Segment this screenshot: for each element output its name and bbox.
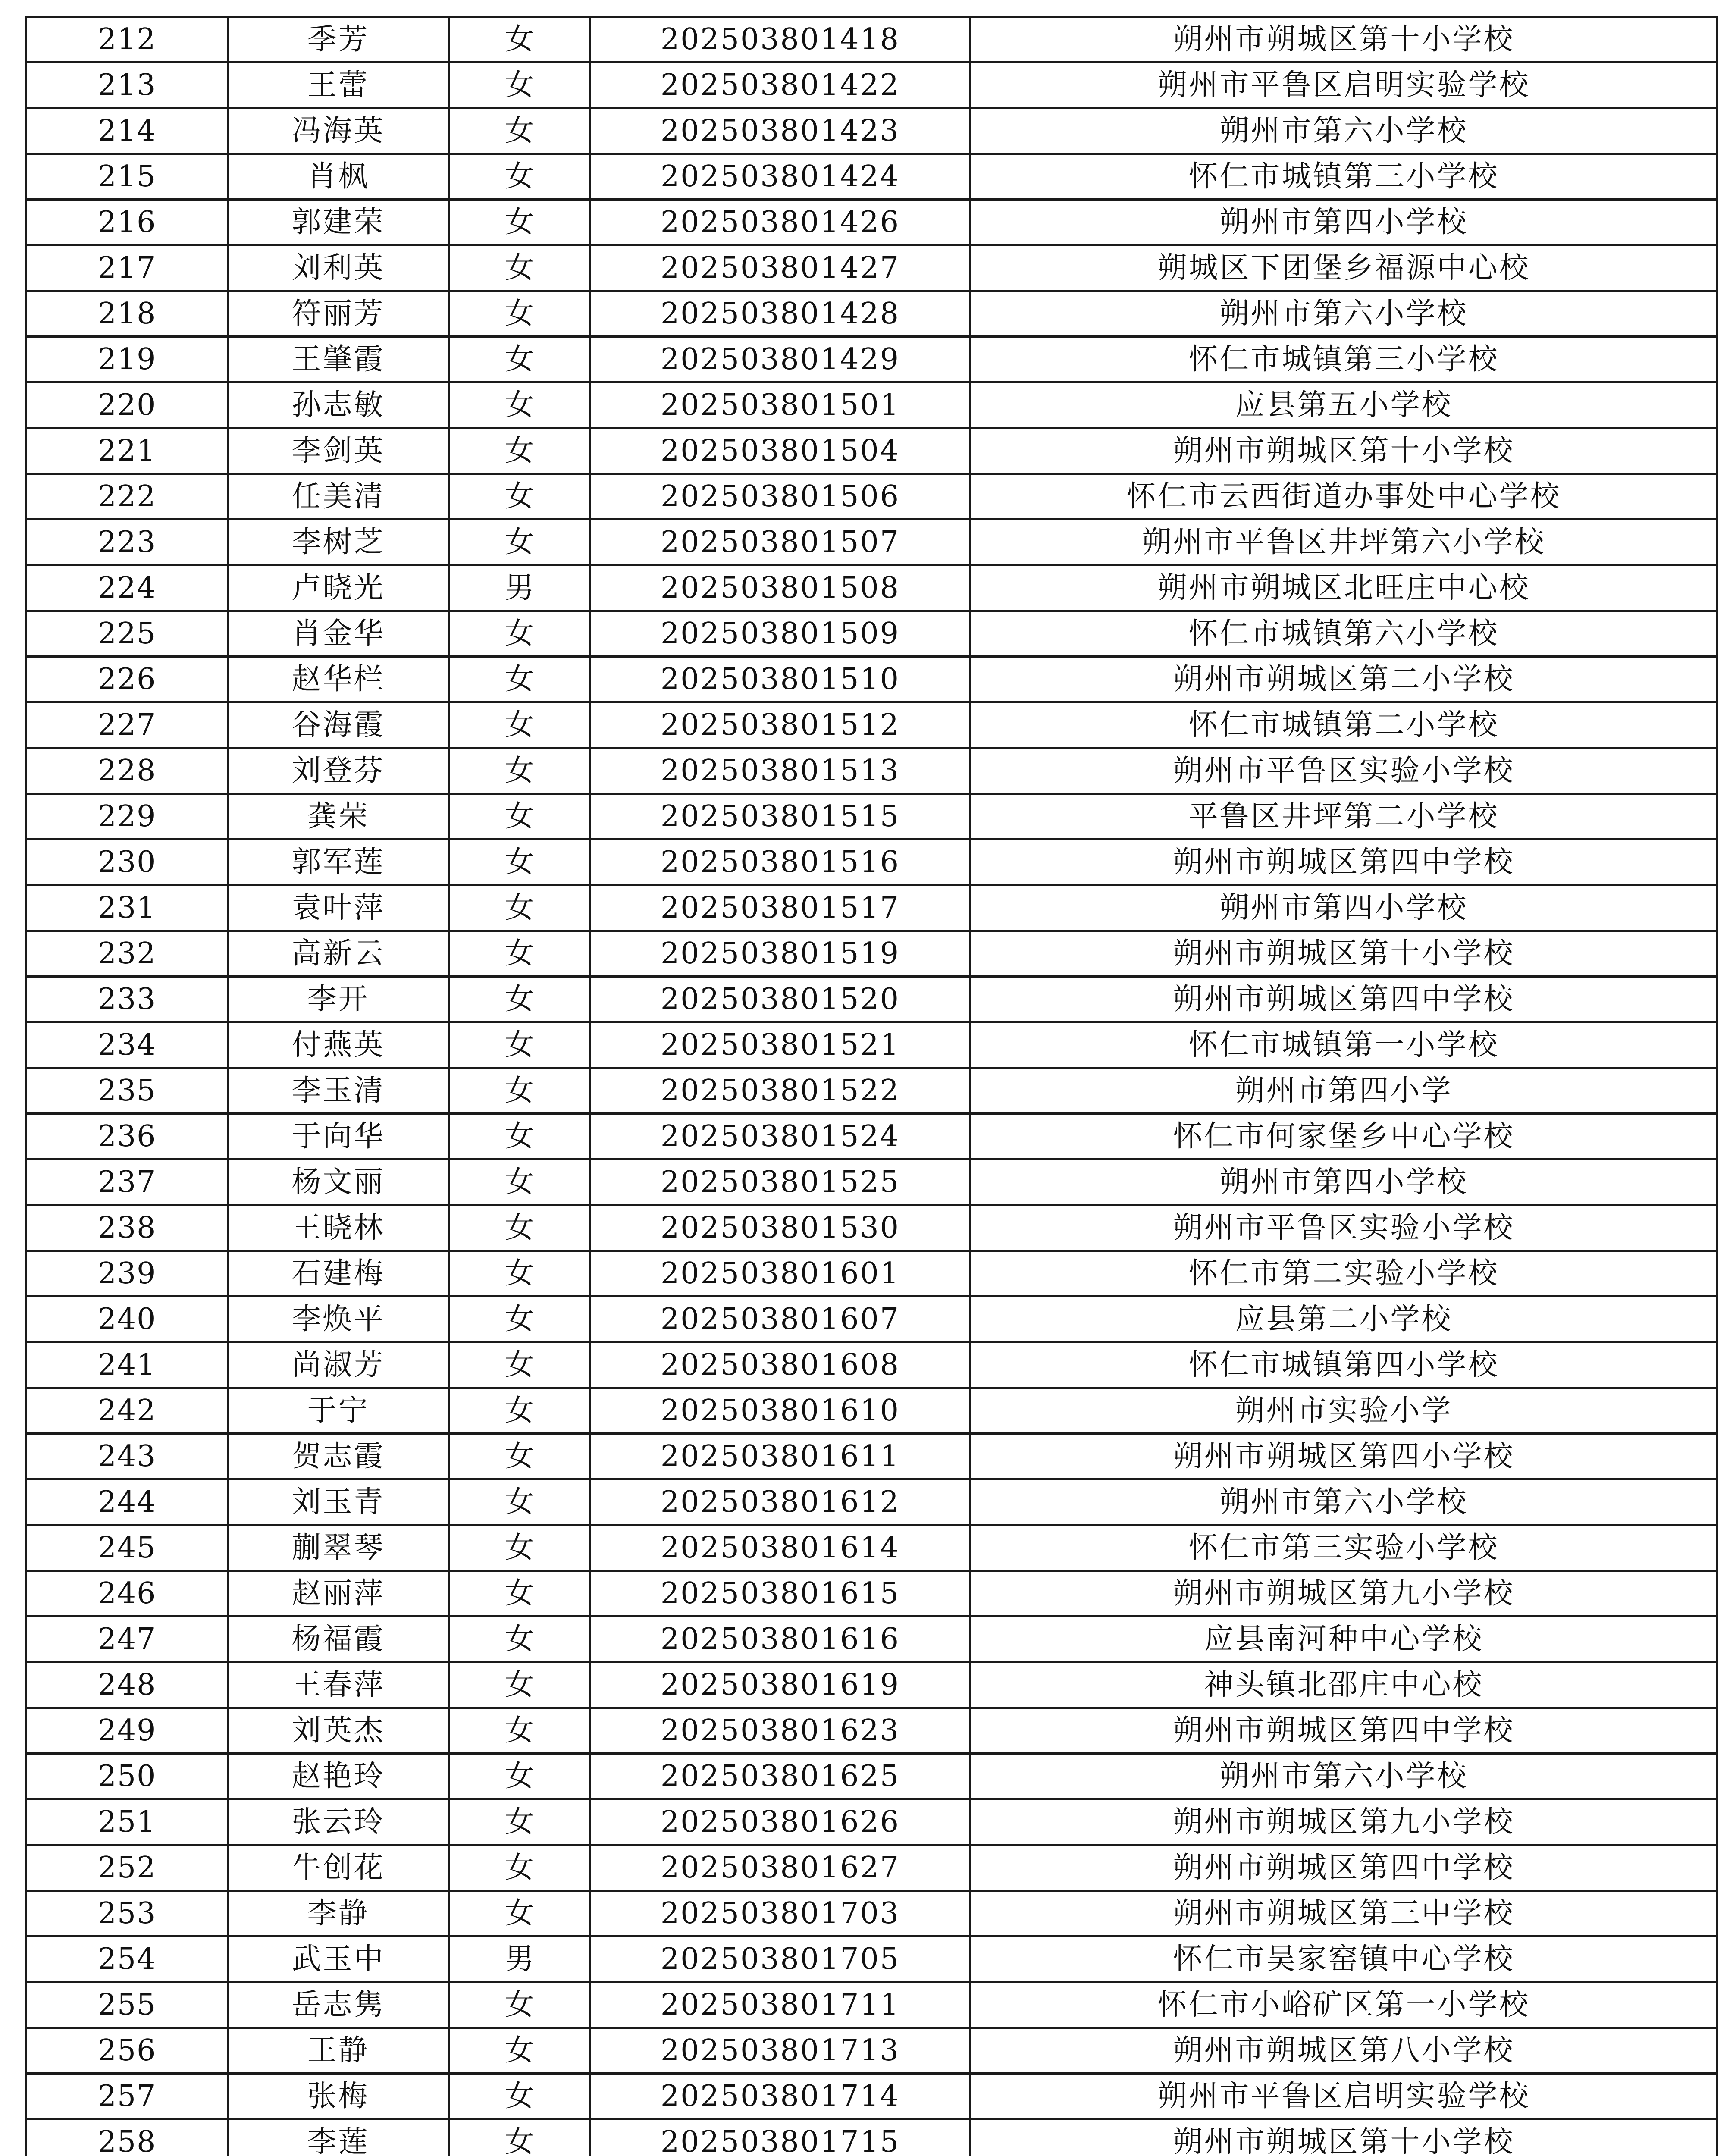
exam-id-cell: 202503801510 xyxy=(590,657,971,702)
table-row xyxy=(26,2119,1717,2156)
row-number-cell: 249 xyxy=(26,1708,228,1754)
school-cell: 朔州市第四小学校 xyxy=(971,885,1717,931)
gender-cell: 女 xyxy=(449,2028,590,2074)
school-cell: 朔州市平鲁区启明实验学校 xyxy=(971,2074,1717,2119)
row-number-cell: 214 xyxy=(26,108,228,154)
table-row xyxy=(26,931,1717,977)
school-cell: 怀仁市第二实验小学校 xyxy=(971,1251,1717,1297)
name-cell: 于宁 xyxy=(228,1388,449,1434)
school-cell: 怀仁市何家堡乡中心学校 xyxy=(971,1114,1717,1159)
exam-id-cell: 202503801426 xyxy=(590,200,971,245)
name-cell: 李开 xyxy=(228,977,449,1022)
table-row xyxy=(26,1937,1717,1982)
exam-id-cell: 202503801418 xyxy=(590,17,971,63)
school-cell: 朔州市朔城区第四中学校 xyxy=(971,840,1717,885)
exam-id-cell: 202503801427 xyxy=(590,245,971,291)
gender-cell: 男 xyxy=(449,1937,590,1982)
table-row xyxy=(26,702,1717,748)
name-cell: 龚荣 xyxy=(228,794,449,840)
table-row xyxy=(26,1845,1717,1891)
name-cell: 杨福霞 xyxy=(228,1617,449,1662)
school-cell: 朔州市朔城区第十小学校 xyxy=(971,2119,1717,2156)
table-row xyxy=(26,1068,1717,1114)
exam-id-cell: 202503801614 xyxy=(590,1525,971,1571)
school-cell: 朔州市第四小学 xyxy=(971,1068,1717,1114)
name-cell: 张云玲 xyxy=(228,1799,449,1845)
school-cell: 平鲁区井坪第二小学校 xyxy=(971,794,1717,840)
name-cell: 肖金华 xyxy=(228,611,449,657)
table-row xyxy=(26,1662,1717,1708)
row-number-cell: 225 xyxy=(26,611,228,657)
school-cell: 怀仁市城镇第六小学校 xyxy=(971,611,1717,657)
school-cell: 朔州市第六小学校 xyxy=(971,1754,1717,1799)
table-row xyxy=(26,17,1717,63)
gender-cell: 女 xyxy=(449,611,590,657)
school-cell: 怀仁市城镇第一小学校 xyxy=(971,1022,1717,1068)
table-row xyxy=(26,154,1717,200)
name-cell: 石建梅 xyxy=(228,1251,449,1297)
name-cell: 赵华栏 xyxy=(228,657,449,702)
row-number-cell: 256 xyxy=(26,2028,228,2074)
exam-id-cell: 202503801530 xyxy=(590,1205,971,1251)
school-cell: 神头镇北邵庄中心校 xyxy=(971,1662,1717,1708)
exam-id-cell: 202503801612 xyxy=(590,1479,971,1525)
gender-cell: 女 xyxy=(449,1159,590,1205)
school-cell: 怀仁市第三实验小学校 xyxy=(971,1525,1717,1571)
gender-cell: 女 xyxy=(449,977,590,1022)
exam-id-cell: 202503801428 xyxy=(590,291,971,337)
gender-cell: 女 xyxy=(449,931,590,977)
gender-cell: 女 xyxy=(449,520,590,565)
name-cell: 蒯翠琴 xyxy=(228,1525,449,1571)
table-row xyxy=(26,794,1717,840)
gender-cell: 女 xyxy=(449,2119,590,2156)
row-number-cell: 246 xyxy=(26,1571,228,1617)
exam-id-cell: 202503801517 xyxy=(590,885,971,931)
row-number-cell: 239 xyxy=(26,1251,228,1297)
row-number-cell: 248 xyxy=(26,1662,228,1708)
gender-cell: 女 xyxy=(449,1845,590,1891)
row-number-cell: 220 xyxy=(26,382,228,428)
gender-cell: 女 xyxy=(449,1525,590,1571)
row-number-cell: 222 xyxy=(26,474,228,520)
row-number-cell: 253 xyxy=(26,1891,228,1937)
name-cell: 王肇霞 xyxy=(228,337,449,382)
gender-cell: 男 xyxy=(449,565,590,611)
name-cell: 武玉中 xyxy=(228,1937,449,1982)
row-number-cell: 227 xyxy=(26,702,228,748)
row-number-cell: 233 xyxy=(26,977,228,1022)
gender-cell: 女 xyxy=(449,1662,590,1708)
school-cell: 怀仁市云西街道办事处中心学校 xyxy=(971,474,1717,520)
gender-cell: 女 xyxy=(449,1068,590,1114)
name-cell: 季芳 xyxy=(228,17,449,63)
table-row xyxy=(26,520,1717,565)
table-row xyxy=(26,382,1717,428)
exam-id-cell: 202503801525 xyxy=(590,1159,971,1205)
exam-id-cell: 202503801711 xyxy=(590,1982,971,2028)
exam-id-cell: 202503801507 xyxy=(590,520,971,565)
row-number-cell: 229 xyxy=(26,794,228,840)
roster-table xyxy=(25,16,1718,2156)
row-number-cell: 238 xyxy=(26,1205,228,1251)
row-number-cell: 232 xyxy=(26,931,228,977)
gender-cell: 女 xyxy=(449,154,590,200)
table-row xyxy=(26,1434,1717,1479)
exam-id-cell: 202503801619 xyxy=(590,1662,971,1708)
row-number-cell: 228 xyxy=(26,748,228,794)
school-cell: 朔城区下团堡乡福源中心校 xyxy=(971,245,1717,291)
table-row xyxy=(26,1617,1717,1662)
name-cell: 肖枫 xyxy=(228,154,449,200)
name-cell: 赵丽萍 xyxy=(228,1571,449,1617)
row-number-cell: 213 xyxy=(26,63,228,108)
school-cell: 朔州市第四小学校 xyxy=(971,1159,1717,1205)
name-cell: 付燕英 xyxy=(228,1022,449,1068)
school-cell: 朔州市朔城区第二小学校 xyxy=(971,657,1717,702)
school-cell: 朔州市朔城区第四中学校 xyxy=(971,1708,1717,1754)
table-row xyxy=(26,1891,1717,1937)
name-cell: 于向华 xyxy=(228,1114,449,1159)
exam-id-cell: 202503801625 xyxy=(590,1754,971,1799)
name-cell: 任美清 xyxy=(228,474,449,520)
gender-cell: 女 xyxy=(449,1114,590,1159)
gender-cell: 女 xyxy=(449,1799,590,1845)
row-number-cell: 230 xyxy=(26,840,228,885)
name-cell: 牛创花 xyxy=(228,1845,449,1891)
gender-cell: 女 xyxy=(449,2074,590,2119)
row-number-cell: 224 xyxy=(26,565,228,611)
row-number-cell: 252 xyxy=(26,1845,228,1891)
name-cell: 郭建荣 xyxy=(228,200,449,245)
exam-id-cell: 202503801608 xyxy=(590,1342,971,1388)
school-cell: 应县南河种中心学校 xyxy=(971,1617,1717,1662)
table-row xyxy=(26,1571,1717,1617)
name-cell: 王晓林 xyxy=(228,1205,449,1251)
gender-cell: 女 xyxy=(449,1342,590,1388)
exam-id-cell: 202503801616 xyxy=(590,1617,971,1662)
name-cell: 高新云 xyxy=(228,931,449,977)
exam-id-cell: 202503801512 xyxy=(590,702,971,748)
row-number-cell: 223 xyxy=(26,520,228,565)
name-cell: 李剑英 xyxy=(228,428,449,474)
gender-cell: 女 xyxy=(449,1617,590,1662)
school-cell: 朔州市朔城区北旺庄中心校 xyxy=(971,565,1717,611)
row-number-cell: 218 xyxy=(26,291,228,337)
row-number-cell: 216 xyxy=(26,200,228,245)
exam-id-cell: 202503801516 xyxy=(590,840,971,885)
table-row xyxy=(26,1799,1717,1845)
row-number-cell: 226 xyxy=(26,657,228,702)
exam-id-cell: 202503801623 xyxy=(590,1708,971,1754)
name-cell: 李树芝 xyxy=(228,520,449,565)
table-row xyxy=(26,63,1717,108)
exam-id-cell: 202503801429 xyxy=(590,337,971,382)
school-cell: 怀仁市城镇第二小学校 xyxy=(971,702,1717,748)
table-row xyxy=(26,291,1717,337)
row-number-cell: 221 xyxy=(26,428,228,474)
name-cell: 刘玉青 xyxy=(228,1479,449,1525)
gender-cell: 女 xyxy=(449,200,590,245)
table-row xyxy=(26,1159,1717,1205)
school-cell: 朔州市朔城区第三中学校 xyxy=(971,1891,1717,1937)
school-cell: 朔州市平鲁区启明实验学校 xyxy=(971,63,1717,108)
table-row xyxy=(26,977,1717,1022)
row-number-cell: 258 xyxy=(26,2119,228,2156)
gender-cell: 女 xyxy=(449,474,590,520)
gender-cell: 女 xyxy=(449,840,590,885)
school-cell: 怀仁市城镇第四小学校 xyxy=(971,1342,1717,1388)
gender-cell: 女 xyxy=(449,1434,590,1479)
gender-cell: 女 xyxy=(449,63,590,108)
table-row xyxy=(26,200,1717,245)
table-row xyxy=(26,2028,1717,2074)
table-row xyxy=(26,565,1717,611)
school-cell: 朔州市第六小学校 xyxy=(971,291,1717,337)
school-cell: 朔州市第六小学校 xyxy=(971,1479,1717,1525)
gender-cell: 女 xyxy=(449,1754,590,1799)
row-number-cell: 234 xyxy=(26,1022,228,1068)
gender-cell: 女 xyxy=(449,657,590,702)
table-row xyxy=(26,748,1717,794)
school-cell: 应县第二小学校 xyxy=(971,1297,1717,1342)
school-cell: 朔州市朔城区第十小学校 xyxy=(971,428,1717,474)
name-cell: 李焕平 xyxy=(228,1297,449,1342)
row-number-cell: 241 xyxy=(26,1342,228,1388)
row-number-cell: 236 xyxy=(26,1114,228,1159)
table-row xyxy=(26,885,1717,931)
school-cell: 怀仁市城镇第三小学校 xyxy=(971,154,1717,200)
row-number-cell: 245 xyxy=(26,1525,228,1571)
name-cell: 王春萍 xyxy=(228,1662,449,1708)
exam-id-cell: 202503801422 xyxy=(590,63,971,108)
school-cell: 怀仁市吴家窑镇中心学校 xyxy=(971,1937,1717,1982)
table-row xyxy=(26,657,1717,702)
name-cell: 王静 xyxy=(228,2028,449,2074)
table-row xyxy=(26,1251,1717,1297)
exam-id-cell: 202503801509 xyxy=(590,611,971,657)
table-row xyxy=(26,1479,1717,1525)
exam-id-cell: 202503801506 xyxy=(590,474,971,520)
row-number-cell: 257 xyxy=(26,2074,228,2119)
name-cell: 孙志敏 xyxy=(228,382,449,428)
gender-cell: 女 xyxy=(449,337,590,382)
gender-cell: 女 xyxy=(449,1571,590,1617)
exam-id-cell: 202503801515 xyxy=(590,794,971,840)
row-number-cell: 212 xyxy=(26,17,228,63)
row-number-cell: 250 xyxy=(26,1754,228,1799)
gender-cell: 女 xyxy=(449,1479,590,1525)
exam-id-cell: 202503801423 xyxy=(590,108,971,154)
school-cell: 朔州市平鲁区实验小学校 xyxy=(971,1205,1717,1251)
exam-id-cell: 202503801513 xyxy=(590,748,971,794)
exam-id-cell: 202503801519 xyxy=(590,931,971,977)
school-cell: 怀仁市小峪矿区第一小学校 xyxy=(971,1982,1717,2028)
gender-cell: 女 xyxy=(449,794,590,840)
name-cell: 李静 xyxy=(228,1891,449,1937)
school-cell: 朔州市第四小学校 xyxy=(971,200,1717,245)
name-cell: 李莲 xyxy=(228,2119,449,2156)
exam-id-cell: 202503801610 xyxy=(590,1388,971,1434)
name-cell: 张梅 xyxy=(228,2074,449,2119)
row-number-cell: 247 xyxy=(26,1617,228,1662)
name-cell: 杨文丽 xyxy=(228,1159,449,1205)
exam-id-cell: 202503801522 xyxy=(590,1068,971,1114)
exam-id-cell: 202503801424 xyxy=(590,154,971,200)
exam-id-cell: 202503801508 xyxy=(590,565,971,611)
name-cell: 卢晓光 xyxy=(228,565,449,611)
roster-table-body xyxy=(26,17,1717,2156)
name-cell: 符丽芳 xyxy=(228,291,449,337)
table-row xyxy=(26,245,1717,291)
table-row xyxy=(26,1114,1717,1159)
exam-id-cell: 202503801705 xyxy=(590,1937,971,1982)
row-number-cell: 231 xyxy=(26,885,228,931)
table-row xyxy=(26,1708,1717,1754)
gender-cell: 女 xyxy=(449,885,590,931)
row-number-cell: 240 xyxy=(26,1297,228,1342)
table-row xyxy=(26,1205,1717,1251)
school-cell: 怀仁市城镇第三小学校 xyxy=(971,337,1717,382)
gender-cell: 女 xyxy=(449,702,590,748)
exam-id-cell: 202503801521 xyxy=(590,1022,971,1068)
table-row xyxy=(26,611,1717,657)
table-row xyxy=(26,840,1717,885)
gender-cell: 女 xyxy=(449,428,590,474)
gender-cell: 女 xyxy=(449,1982,590,2028)
gender-cell: 女 xyxy=(449,382,590,428)
name-cell: 刘登芬 xyxy=(228,748,449,794)
exam-id-cell: 202503801713 xyxy=(590,2028,971,2074)
school-cell: 朔州市平鲁区井坪第六小学校 xyxy=(971,520,1717,565)
row-number-cell: 244 xyxy=(26,1479,228,1525)
name-cell: 赵艳玲 xyxy=(228,1754,449,1799)
exam-id-cell: 202503801524 xyxy=(590,1114,971,1159)
table-row xyxy=(26,1754,1717,1799)
table-row xyxy=(26,1388,1717,1434)
exam-id-cell: 202503801627 xyxy=(590,1845,971,1891)
row-number-cell: 217 xyxy=(26,245,228,291)
name-cell: 冯海英 xyxy=(228,108,449,154)
exam-id-cell: 202503801504 xyxy=(590,428,971,474)
table-row xyxy=(26,1342,1717,1388)
school-cell: 朔州市朔城区第九小学校 xyxy=(971,1799,1717,1845)
gender-cell: 女 xyxy=(449,1297,590,1342)
name-cell: 贺志霞 xyxy=(228,1434,449,1479)
row-number-cell: 243 xyxy=(26,1434,228,1479)
school-cell: 朔州市朔城区第四中学校 xyxy=(971,977,1717,1022)
school-cell: 朔州市朔城区第十小学校 xyxy=(971,931,1717,977)
name-cell: 岳志隽 xyxy=(228,1982,449,2028)
table-row xyxy=(26,474,1717,520)
name-cell: 李玉清 xyxy=(228,1068,449,1114)
school-cell: 朔州市第六小学校 xyxy=(971,108,1717,154)
exam-id-cell: 202503801615 xyxy=(590,1571,971,1617)
table-row xyxy=(26,1297,1717,1342)
gender-cell: 女 xyxy=(449,1205,590,1251)
school-cell: 朔州市朔城区第十小学校 xyxy=(971,17,1717,63)
table-row xyxy=(26,428,1717,474)
school-cell: 朔州市实验小学 xyxy=(971,1388,1717,1434)
exam-id-cell: 202503801714 xyxy=(590,2074,971,2119)
row-number-cell: 242 xyxy=(26,1388,228,1434)
gender-cell: 女 xyxy=(449,1022,590,1068)
gender-cell: 女 xyxy=(449,1708,590,1754)
table-row xyxy=(26,1525,1717,1571)
exam-id-cell: 202503801611 xyxy=(590,1434,971,1479)
table-row xyxy=(26,337,1717,382)
gender-cell: 女 xyxy=(449,17,590,63)
gender-cell: 女 xyxy=(449,108,590,154)
school-cell: 朔州市朔城区第九小学校 xyxy=(971,1571,1717,1617)
row-number-cell: 254 xyxy=(26,1937,228,1982)
name-cell: 郭军莲 xyxy=(228,840,449,885)
name-cell: 王蕾 xyxy=(228,63,449,108)
exam-id-cell: 202503801607 xyxy=(590,1297,971,1342)
gender-cell: 女 xyxy=(449,245,590,291)
name-cell: 谷海霞 xyxy=(228,702,449,748)
gender-cell: 女 xyxy=(449,1891,590,1937)
exam-id-cell: 202503801626 xyxy=(590,1799,971,1845)
row-number-cell: 219 xyxy=(26,337,228,382)
gender-cell: 女 xyxy=(449,291,590,337)
school-cell: 朔州市平鲁区实验小学校 xyxy=(971,748,1717,794)
exam-id-cell: 202503801715 xyxy=(590,2119,971,2156)
table-row xyxy=(26,1022,1717,1068)
table-row xyxy=(26,1982,1717,2028)
exam-id-cell: 202503801703 xyxy=(590,1891,971,1937)
name-cell: 袁叶萍 xyxy=(228,885,449,931)
name-cell: 刘英杰 xyxy=(228,1708,449,1754)
exam-id-cell: 202503801501 xyxy=(590,382,971,428)
school-cell: 应县第五小学校 xyxy=(971,382,1717,428)
school-cell: 朔州市朔城区第八小学校 xyxy=(971,2028,1717,2074)
name-cell: 刘利英 xyxy=(228,245,449,291)
table-row xyxy=(26,108,1717,154)
row-number-cell: 215 xyxy=(26,154,228,200)
name-cell: 尚淑芳 xyxy=(228,1342,449,1388)
row-number-cell: 255 xyxy=(26,1982,228,2028)
row-number-cell: 251 xyxy=(26,1799,228,1845)
table-row xyxy=(26,2074,1717,2119)
gender-cell: 女 xyxy=(449,748,590,794)
gender-cell: 女 xyxy=(449,1388,590,1434)
gender-cell: 女 xyxy=(449,1251,590,1297)
row-number-cell: 235 xyxy=(26,1068,228,1114)
row-number-cell: 237 xyxy=(26,1159,228,1205)
exam-id-cell: 202503801601 xyxy=(590,1251,971,1297)
exam-id-cell: 202503801520 xyxy=(590,977,971,1022)
school-cell: 朔州市朔城区第四小学校 xyxy=(971,1434,1717,1479)
school-cell: 朔州市朔城区第四中学校 xyxy=(971,1845,1717,1891)
